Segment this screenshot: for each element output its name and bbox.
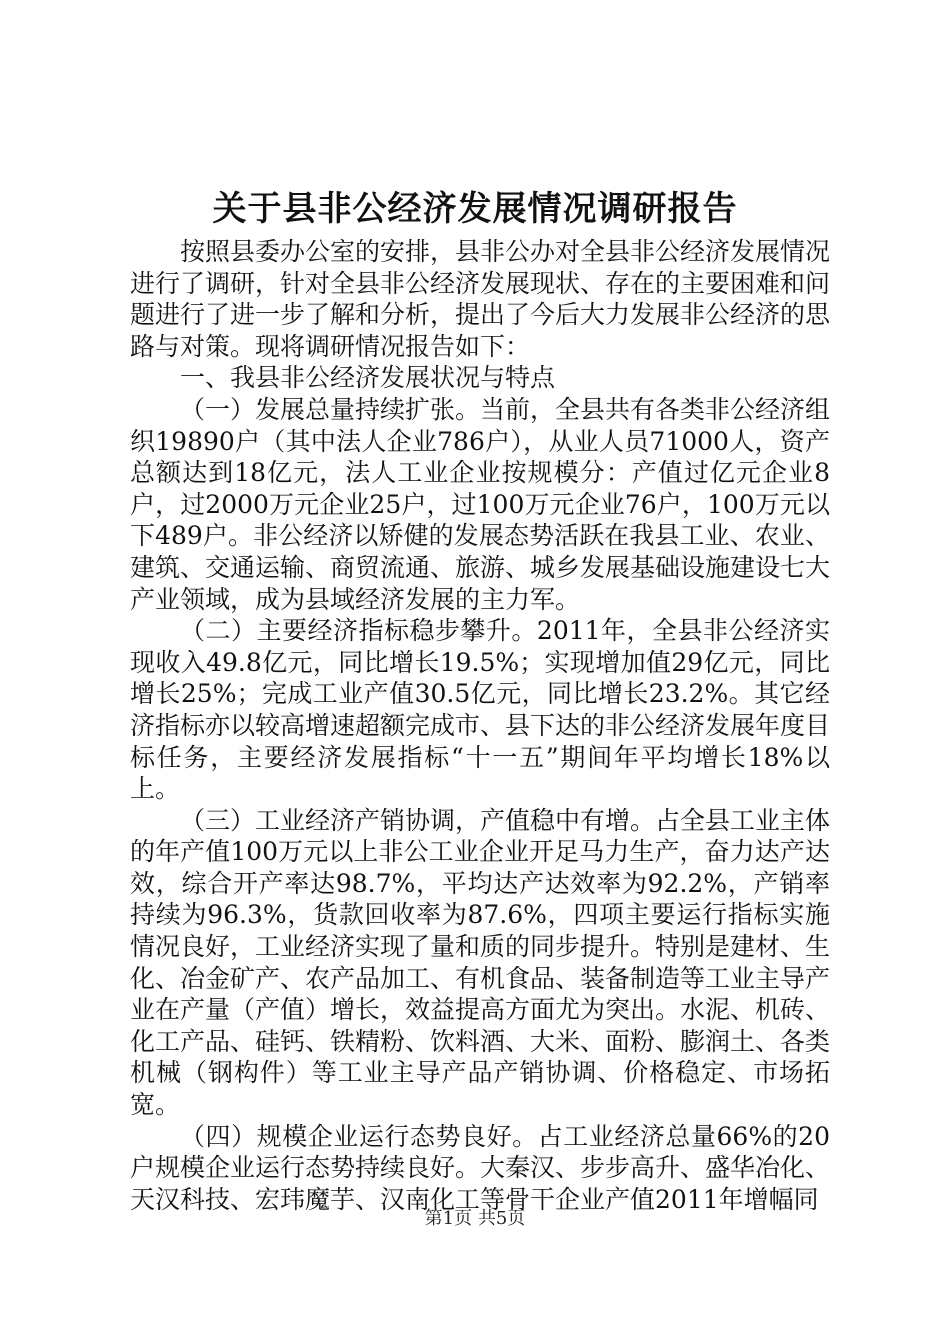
section-heading-1: 一、我县非公经济发展状况与特点 — [180, 363, 556, 393]
document-body — [130, 236, 830, 1215]
page-number-footer: 第1页 共5页 — [424, 1208, 526, 1229]
paragraph-key-indicators: （二）主要经济指标稳步攀升。2011年，全县非公经济实现收入49.8亿元，同比增长19.5%；实现增加值29亿元，同比增长25%；完成工业产值30.5亿元，同比增长23.2%。其它经济指标亦以较高增速超额完成市、县下达的非公经济发展年度目标任务，主要经济发展指标“十一五”期间年平均增长18%以上。 — [130, 616, 831, 804]
paragraph-total-expansion: （一）发展总量持续扩张。当前，全县共有各类非公经济组织19890户（其中法人企业786户），从业人员71000人，资产总额达到18亿元，法人工业企业按规模分：产值过亿元企业8户，过2000万元企业25户，过100万元企业76户，100万元以下489户。非公经济以矫健的发展态势活跃在我县工业、农业、建筑、交通运输、商贸流通、旅游、城乡发展基础设施建设七大产业领域，成为县域经济发展的主力军。 — [130, 394, 831, 614]
document-title: 关于县非公经济发展情况调研报告 — [212, 189, 738, 229]
intro-paragraph: 按照县委办公室的安排，县非公办对全县非公经济发展情况进行了调研，针对全县非公经济发展现状、存在的主要困难和问题进行了进一步了解和分析，提出了今后大力发展非公经济的思路与对策。现将调研情况报告如下： — [130, 237, 831, 361]
paragraph-scale-enterprises: （四）规模企业运行态势良好。占工业经济总量66%的20户规模企业运行态势持续良好。大秦汉、步步高升、盛华冶化、天汉科技、宏玮魔芋、汉南化工等骨干企业产值2011年增幅同 — [130, 1121, 831, 1214]
paragraph-industrial-economy: （三）工业经济产销协调，产值稳中有增。占全县工业主体的年产值100万元以上非公工业企业开足马力生产，奋力达产达效，综合开产率达98.7%，平均达产达效率为92.2%，产销率持续为96.3%，货款回收率为87.6%，四项主要运行指标实施情况良好，工业经济实现了量和质的同步提升。特别是建材、生化、冶金矿产、农产品加工、有机食品、装备制造等工业主导产业在产量（产值）增长，效益提高方面尤为突出。水泥、机砖、化工产品、硅钙、铁精粉、饮料酒、大米、面粉、膨润土、各类机械（钢构件）等工业主导产品产销协调、价格稳定、市场拓宽。 — [130, 805, 831, 1120]
